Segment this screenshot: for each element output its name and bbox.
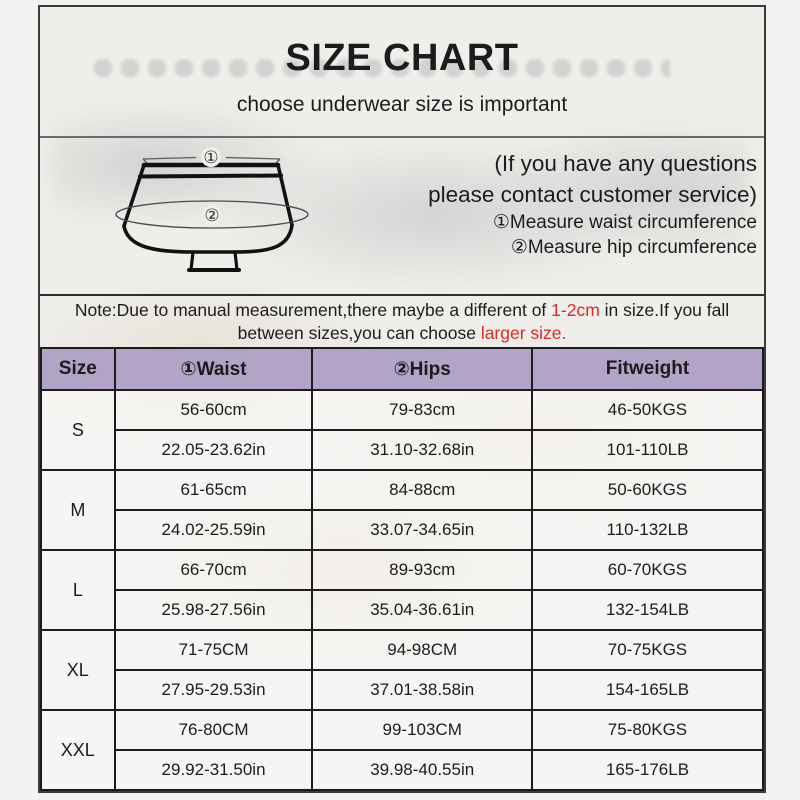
header-hips: ②Hips [312, 348, 531, 390]
size-label: L [41, 550, 115, 630]
customer-service-note [428, 148, 757, 260]
table-row [41, 470, 763, 510]
table-cell: 89-93cm [312, 550, 531, 590]
note-text: in size.If you fall [599, 299, 730, 320]
header-fitweight: Fitweight [532, 348, 763, 390]
header-size: Size [41, 348, 115, 390]
note-highlight-range: 1-2cm [551, 299, 600, 320]
table-cell: 61-65cm [115, 470, 313, 510]
note-line-1 [40, 299, 764, 322]
note-text: Note:Due to manual measurement,there maybe a different of [74, 299, 552, 320]
size-label: M [41, 470, 115, 550]
table-cell: 84-88cm [312, 470, 531, 510]
table-cell: 56-60cm [115, 390, 313, 430]
info-line-2: please contact customer service) [428, 182, 757, 207]
table-row [41, 670, 763, 710]
note-text: between sizes,you can choose [237, 322, 481, 343]
table-row [41, 390, 763, 430]
info-line-1: (If you have any questions [494, 151, 757, 176]
table-cell: 79-83cm [312, 390, 531, 430]
note-highlight-larger-size: larger size. [480, 322, 567, 343]
waist-marker: ① [203, 148, 219, 167]
table-cell: 50-60KGS [532, 470, 763, 510]
right-leg-opening [235, 225, 292, 252]
table-cell: 39.98-40.55in [312, 750, 531, 790]
table-cell: 132-154LB [532, 590, 763, 630]
table-cell: 29.92-31.50in [115, 750, 313, 790]
header-waist: ①Waist [115, 348, 313, 390]
table-cell: 35.04-36.61in [312, 590, 531, 630]
table-cell: 60-70KGS [532, 550, 763, 590]
page-title: SIZE CHART [285, 37, 519, 79]
table-row [41, 750, 763, 790]
table-cell: 165-176LB [532, 750, 763, 790]
size-label: S [41, 390, 115, 470]
table-cell: 99-103CM [312, 710, 531, 750]
chart-frame [38, 5, 766, 793]
table-row [41, 710, 763, 750]
left-leg-opening [124, 226, 193, 252]
table-cell: 66-70cm [115, 550, 313, 590]
table-cell: 22.05-23.62in [115, 430, 313, 470]
size-table [40, 347, 764, 791]
table-cell: 76-80CM [115, 710, 313, 750]
table-cell: 27.95-29.53in [115, 670, 313, 710]
table-cell: 46-50KGS [532, 390, 763, 430]
info-line-3: ①Measure waist circumference [492, 212, 757, 233]
table-cell: 154-165LB [532, 670, 763, 710]
table-cell: 101-110LB [532, 430, 763, 470]
table-cell: 110-132LB [532, 510, 763, 550]
info-line-4: ②Measure hip circumference [510, 237, 757, 258]
page-subtitle: choose underwear size is important [236, 93, 568, 116]
table-cell: 37.01-38.58in [312, 670, 531, 710]
table-cell: 33.07-34.65in [312, 510, 531, 550]
size-label: XL [41, 630, 115, 710]
hip-marker: ② [204, 206, 220, 225]
table-row [41, 430, 763, 470]
table-cell: 94-98CM [312, 630, 531, 670]
table-row [41, 590, 763, 630]
table-cell: 24.02-25.59in [115, 510, 313, 550]
table-row [41, 630, 763, 670]
measurement-disclaimer [40, 296, 764, 347]
table-cell: 25.98-27.56in [115, 590, 313, 630]
table-header-row [41, 348, 763, 390]
table-row [41, 510, 763, 550]
table-cell: 70-75KGS [532, 630, 763, 670]
size-label: XXL [41, 710, 115, 790]
table-row [41, 550, 763, 590]
waistband-bottom [140, 176, 281, 177]
title-section [40, 7, 764, 138]
note-line-2 [40, 322, 764, 345]
measurement-section [40, 138, 764, 296]
table-cell: 31.10-32.68in [312, 430, 531, 470]
table-cell: 71-75CM [115, 630, 313, 670]
panty-diagram [95, 142, 325, 292]
table-cell: 75-80KGS [532, 710, 763, 750]
